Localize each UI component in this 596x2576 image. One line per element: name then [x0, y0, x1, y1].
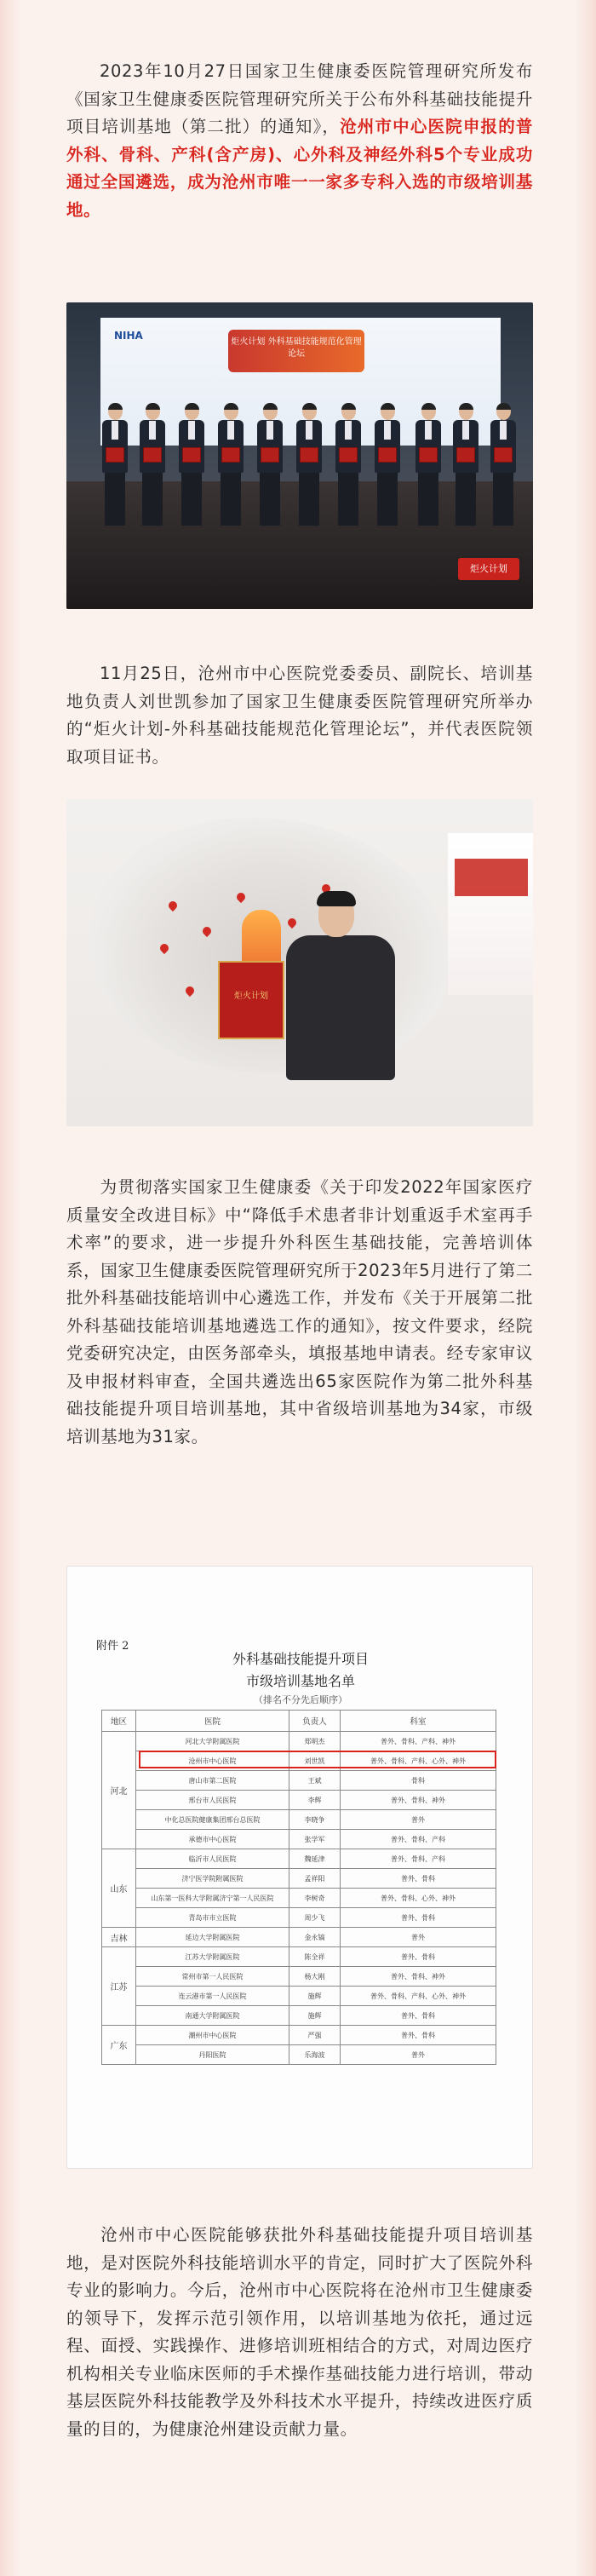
- cell-dept: 普外、骨科: [341, 1869, 496, 1889]
- cell-hospital: 延边大学附属医院: [136, 1928, 289, 1947]
- cangzhou-highlight-box: [139, 1751, 496, 1768]
- recipient-figure: [255, 403, 284, 539]
- doc-note: （排名不分先后顺序）: [254, 1694, 347, 1705]
- table-row: [102, 1810, 496, 1830]
- table-row: [102, 1987, 496, 2006]
- table-row: [102, 2026, 496, 2045]
- table-row: [102, 1830, 496, 1849]
- cell-person: 施辉: [289, 2006, 341, 2026]
- recipient-figure: [414, 403, 443, 539]
- table-row: [102, 1771, 496, 1791]
- table-row: [102, 1791, 496, 1810]
- cell-hospital: 南通大学附属医院: [136, 2006, 289, 2026]
- cell-dept: 普外、骨科、产科、神外: [341, 1732, 496, 1751]
- right-border-decoration: [576, 0, 596, 2576]
- cell-dept: 普外、骨科: [341, 2006, 496, 2026]
- cell-person: 乐海波: [289, 2045, 341, 2065]
- cell-dept: 普外: [341, 1810, 496, 1830]
- cell-person: 施辉: [289, 1987, 341, 2006]
- cell-person: 刘世凯: [289, 1751, 341, 1771]
- doc-title: 外科基础技能提升项目: [232, 1651, 369, 1667]
- certificate-photo: [66, 799, 533, 1126]
- header-dept: 科室: [341, 1711, 496, 1732]
- recipient-figure: [334, 403, 363, 539]
- cell-dept: 普外、骨科、神外: [341, 1967, 496, 1987]
- recipient-figure: [489, 403, 518, 539]
- cell-person: 李树奇: [289, 1889, 341, 1908]
- table-row: [102, 1908, 496, 1928]
- table-row: [102, 2006, 496, 2026]
- cell-person: 王斌: [289, 1771, 341, 1791]
- recipient-figure: [177, 403, 206, 539]
- cell-region: 江苏: [102, 1947, 136, 2026]
- table-row: [102, 1967, 496, 1987]
- representative-person: [234, 893, 398, 1123]
- cell-hospital: 唐山市第二医院: [136, 1771, 289, 1791]
- cell-dept: 普外、骨科、产科、心外、神外: [341, 1751, 496, 1771]
- background-text: 为贯彻落实国家卫生健康委《关于印发2022年国家医疗质量安全改进目标》中“降低手术患者非计划重返手术室再手术率”的要求，进一步提升外科医生基础技能，完善培训体系，国家卫生健康委医院管理研究所于2023年5月进行了第二批外科基础技能培训中心遴选工作，并发布《关于开展第二批外科基础技能培训基地遴选工作的通知》，按文件要求，经院党委研究决定，由医务部牵头，填报基地申请表。经专家审议及申报材料审查，全国共遴选出65家医院作为第二批外科基础技能提升项目培训基地，其中省级培训基地为34家，市级培训基地为31家。: [66, 1177, 533, 1446]
- niha-logo: NIHA: [114, 330, 143, 342]
- cell-hospital: 青岛市市立医院: [136, 1908, 289, 1928]
- paragraph-conclusion: [66, 2222, 533, 2443]
- cell-hospital: 连云港市第一人民医院: [136, 1987, 289, 2006]
- cell-dept: 普外、骨科: [341, 2026, 496, 2045]
- table-row: [102, 1869, 496, 1889]
- conclusion-text: 沧州市中心医院能够获批外科基础技能提升项目培训基地，是对医院外科技能培训水平的肯定，同时扩大了医院外科专业的影响力。今后，沧州市中心医院将在沧州市卫生健康委的领导下，发挥示范引领作用，以培训基地为依托，通过远程、面授、实践操作、进修培训班相结合的方式，对周边医疗机构相关专业临床医师的手术操作基础技能力进行培训，带动基层医院外科技能教学及外科技术水平提升，持续改进医疗质量的目的，为健康沧州建设贡献力量。: [66, 2225, 533, 2439]
- base-list-document: [66, 1566, 533, 2169]
- cell-hospital: 丹阳医院: [136, 2045, 289, 2065]
- paragraph-announcement: [66, 58, 533, 224]
- cell-dept: 普外、骨科、心外、神外: [341, 1889, 496, 1908]
- recipient-figure: [216, 403, 245, 539]
- table-row: [102, 1947, 496, 1967]
- recipient-figure: [373, 403, 402, 539]
- cell-hospital: 江苏大学附属医院: [136, 1947, 289, 1967]
- recipient-figure: [138, 403, 167, 539]
- poster-panel: [448, 833, 533, 995]
- cell-hospital: 河北大学附属医院: [136, 1732, 289, 1751]
- table-body: [102, 1732, 496, 2065]
- paragraph-background: [66, 1174, 533, 1451]
- poster-banner: [455, 859, 528, 896]
- header-region: 地区: [102, 1711, 136, 1732]
- table-row: [102, 1849, 496, 1869]
- cell-person: 李辉: [289, 1791, 341, 1810]
- doc-subtitle: 市级培训基地名单: [245, 1673, 355, 1689]
- certificate-card-text: 炬火计划: [234, 992, 268, 1001]
- cell-person: 郑明杰: [289, 1732, 341, 1751]
- header-person: 负责人: [289, 1711, 341, 1732]
- paragraph-forum: [66, 660, 533, 771]
- cell-hospital: 济宁医学院附属医院: [136, 1869, 289, 1889]
- table-row: [102, 1889, 496, 1908]
- cell-person: 金永镐: [289, 1928, 341, 1947]
- doc-annex-label: 附件 2: [96, 1640, 129, 1653]
- table-row: [102, 1732, 496, 1751]
- cell-dept: 普外、骨科、产科: [341, 1830, 496, 1849]
- table-row: [102, 2045, 496, 2065]
- cell-person: 陈全祥: [289, 1947, 341, 1967]
- cell-region: 河北: [102, 1732, 136, 1849]
- person-hair: [317, 891, 356, 906]
- left-border-decoration: [0, 0, 20, 2576]
- cell-dept: 普外、骨科、神外: [341, 1791, 496, 1810]
- cell-hospital: 沧州市中心医院: [136, 1751, 289, 1771]
- cell-dept: 普外: [341, 2045, 496, 2065]
- ceremony-photo: [66, 302, 533, 609]
- torch-program-badge: 炬火计划: [458, 558, 519, 580]
- cell-dept: 普外、骨科、产科: [341, 1849, 496, 1869]
- header-hospital: 医院: [136, 1711, 289, 1732]
- cell-person: 张学军: [289, 1830, 341, 1849]
- backdrop-title: 炬火计划 外科基础技能规范化管理论坛: [228, 330, 364, 372]
- table-header-row: [102, 1711, 496, 1732]
- cell-dept: 普外、骨科、产科、心外、神外: [341, 1987, 496, 2006]
- table-row: [102, 1928, 496, 1947]
- announcement-text: 2023年10月27日国家卫生健康委医院管理研究所发布《国家卫生健康委医院管理研究所关于公布外科基础技能提升项目培训基地（第二批）的通知》，: [66, 61, 533, 136]
- person-body: [286, 935, 395, 1080]
- cell-hospital: 山东第一医科大学附属济宁第一人民医院: [136, 1889, 289, 1908]
- recipient-figure: [295, 403, 324, 539]
- certificate-card: [218, 961, 284, 1039]
- cell-dept: 普外: [341, 1928, 496, 1947]
- cell-dept: 骨科: [341, 1771, 496, 1791]
- cell-dept: 普外、骨科: [341, 1947, 496, 1967]
- cell-hospital: 常州市第一人民医院: [136, 1967, 289, 1987]
- cell-hospital: 中化总医院健康集团邢台总医院: [136, 1810, 289, 1830]
- recipient-figure: [100, 403, 129, 539]
- cell-person: 周少飞: [289, 1908, 341, 1928]
- cell-region: 吉林: [102, 1928, 136, 1947]
- cell-person: 严强: [289, 2026, 341, 2045]
- recipient-figure: [451, 403, 480, 539]
- cell-region: 山东: [102, 1849, 136, 1928]
- cell-dept: 普外、骨科: [341, 1908, 496, 1928]
- forum-text: 11月25日，沧州市中心医院党委委员、副院长、培训基地负责人刘世凯参加了国家卫生健康委医院管理研究所举办的“炬火计划-外科基础技能规范化管理论坛”，并代表医院领取项目证书。: [66, 664, 533, 767]
- cell-person: 李晓争: [289, 1810, 341, 1830]
- cell-person: 魏延津: [289, 1849, 341, 1869]
- cell-hospital: 邢台市人民医院: [136, 1791, 289, 1810]
- cell-person: 杨大刚: [289, 1967, 341, 1987]
- cell-region: 广东: [102, 2026, 136, 2065]
- cell-hospital: 临沂市人民医院: [136, 1849, 289, 1869]
- cell-hospital: 承德市中心医院: [136, 1830, 289, 1849]
- cell-person: 孟祥阳: [289, 1869, 341, 1889]
- announcement-highlight: 沧州市中心医院申报的普外科、骨科、产科(含产房)、心外科及神经外科5个专业成功通过全国遴选，成为沧州市唯一一家多专科入选的市级培训基地。: [66, 117, 533, 220]
- cell-hospital: 潮州市中心医院: [136, 2026, 289, 2045]
